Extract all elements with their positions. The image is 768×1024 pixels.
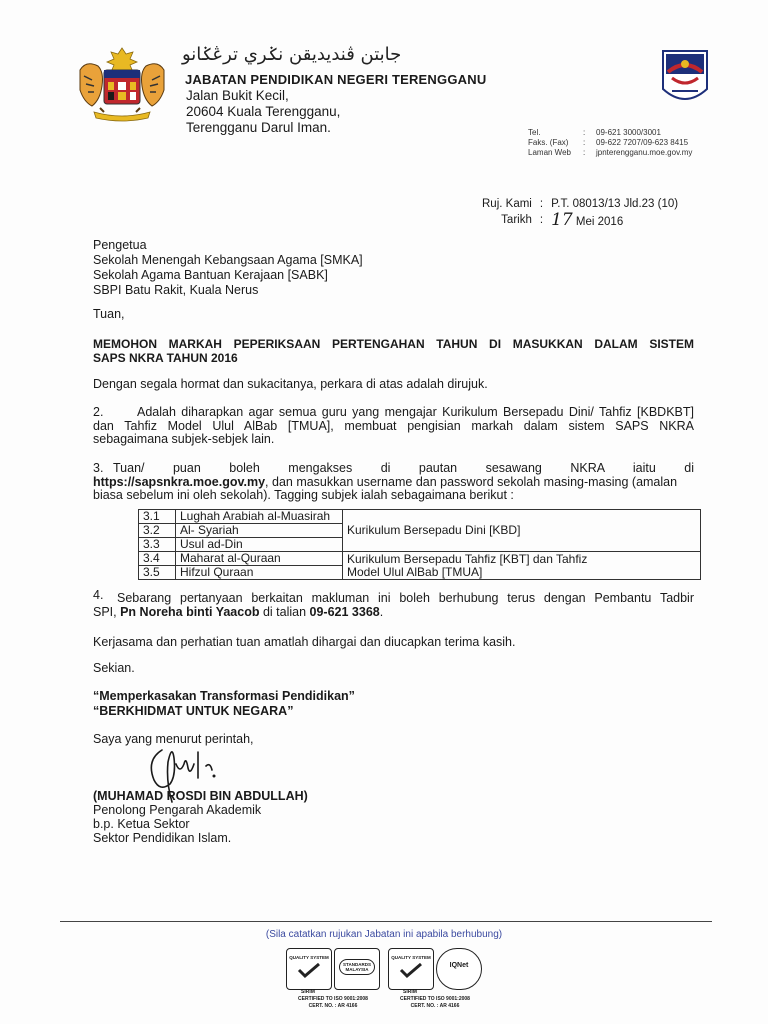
recipient-line: Pengetua — [93, 238, 147, 252]
date-value — [547, 210, 682, 230]
paragraph-text: di talian — [259, 604, 310, 619]
table-cell-no: 3.1 — [139, 510, 176, 524]
paragraph-number: 3. — [93, 461, 104, 475]
contact-phone: 09-621 3368 — [309, 604, 380, 619]
footer-note: (Sila catatkan rujukan Jabatan ini apabila berhubung) — [265, 929, 503, 940]
badge-text: QUALITY SYSTEM — [391, 955, 431, 960]
reference-row — [478, 198, 682, 210]
badge-text: QUALITY SYSTEM — [289, 955, 329, 960]
footer-divider — [60, 921, 712, 922]
paragraph-text: . — [379, 604, 384, 619]
sirim-label: SIRIM — [403, 989, 417, 995]
cert-line: CERT. NO. : AR 4166 — [308, 1003, 358, 1009]
table-cell-group — [343, 552, 701, 580]
paragraph-text: Tuan/ puan boleh mengakses di pautan sesawang NKRA iaitu di — [113, 461, 694, 475]
subject-line: SAPS NKRA TAHUN 2016 — [93, 350, 238, 365]
contact-value: 09-622 7207/09-623 8415 — [596, 138, 689, 147]
quality-system-badge — [286, 948, 332, 990]
date-label: Tarikh — [501, 214, 532, 226]
paragraph-2-line — [93, 406, 694, 420]
recipient-line: SBPI Batu Rakit, Kuala Nerus — [93, 283, 259, 297]
table-cell-no: 3.3 — [139, 538, 176, 552]
subject-line: MEMOHON MARKAH PEPERIKSAAN PERTENGAHAN TAHUN DI MASUKKAN DALAM SISTEM — [93, 337, 694, 351]
closing: Sekian. — [93, 661, 135, 675]
contact-row-web — [528, 148, 695, 158]
contact-label: Faks. (Fax) — [528, 138, 569, 147]
department-name: JABATAN PENDIDIKAN NEGERI TERENGGANU — [185, 72, 487, 87]
contact-person-name: Pn Noreha binti Yaacob — [120, 604, 260, 619]
badge-text: STANDARDS MALAYSIA — [339, 959, 375, 975]
badge-text: IQNet — [449, 962, 469, 969]
contact-value: jpnterengganu.moe.gov.my — [596, 148, 693, 157]
table-cell-no: 3.2 — [139, 524, 176, 538]
standards-malaysia-badge — [334, 948, 380, 990]
paragraph-3-line — [93, 476, 694, 490]
paragraph-4-line — [93, 606, 694, 620]
signatory-line: Sektor Pendidikan Islam. — [93, 831, 232, 845]
contact-sep: : — [583, 148, 586, 157]
quality-system-badge — [388, 948, 434, 990]
cert-line: CERT. NO. : AR 4166 — [410, 1003, 460, 1009]
ruj-value: P.T. 08013/13 Jld.23 (10) — [551, 198, 679, 210]
table-cell-subject: Hifzul Quraan — [176, 566, 343, 580]
group-line: Model Ulul AlBab [TMUA] — [347, 564, 483, 579]
handwritten-day: 17 — [551, 210, 573, 230]
paragraph-text: Sebarang pertanyaan berkaitan makluman ini boleh berhubung terus dengan Pembantu Tadbir — [117, 591, 694, 605]
table-cell-no: 3.5 — [139, 566, 176, 580]
jawi-department-title: جابتن ڤنديديقن نݢري ترڠݢانو — [182, 44, 402, 65]
ruj-sep: : — [539, 198, 544, 210]
paragraph-3-line — [93, 462, 694, 476]
subject-tagging-table — [138, 509, 701, 580]
recipient-block — [93, 238, 363, 298]
paragraph-2 — [93, 406, 694, 447]
paragraph-2-line: sebagaimana subjek-sebjek lain. — [93, 432, 275, 446]
signatory-title-block — [93, 803, 261, 845]
table-cell-subject: Lughah Arabiah al-Muasirah — [176, 510, 343, 524]
contact-table — [528, 128, 695, 158]
table-row — [139, 552, 701, 566]
motto-line-2: “BERKHIDMAT UNTUK NEGARA” — [93, 704, 294, 718]
subject-heading — [93, 338, 694, 365]
table-cell-subject: Usul ad-Din — [176, 538, 343, 552]
contact-label: Laman Web — [528, 148, 571, 157]
paragraph-3-line: biasa sebelum ini oleh sekolah). Tagging subjek ialah sebagaimana berikut : — [93, 488, 514, 502]
recipient-line: Sekolah Menengah Kebangsaan Agama [SMKA] — [93, 253, 363, 267]
contact-value: 09-621 3000/3001 — [596, 128, 661, 137]
paragraph-number: 2. — [93, 405, 104, 419]
signatory-name: (MUHAMAD ROSDI BIN ABDULLAH) — [93, 789, 308, 803]
group-line: Kurikulum Bersepadu Tahfiz [KBT] dan Tahfiz — [347, 551, 588, 566]
reference-block — [478, 198, 682, 230]
cert-line: CERTIFIED TO ISO 9001:2008 — [400, 996, 470, 1002]
paragraph-1: Dengan segala hormat dan sukacitanya, perkara di atas adalah dirujuk. — [93, 377, 488, 391]
signatory-line: Penolong Pengarah Akademik — [93, 803, 262, 817]
date-month-year: Mei 2016 — [575, 216, 624, 228]
department-badge-logo — [660, 48, 710, 108]
paragraph-text: , dan masukkan username dan password sekolah masing-masing (amalan — [265, 474, 678, 489]
table-cell-subject: Maharat al-Quraan — [176, 552, 343, 566]
ruj-label: Ruj. Kami — [482, 198, 532, 210]
signatory-line: b.p. Ketua Sektor — [93, 817, 190, 831]
address-line-2: 20604 Kuala Terengganu, — [186, 104, 341, 119]
paragraph-number: 4. — [93, 588, 104, 602]
check-mark-icon — [287, 960, 331, 982]
table-row — [139, 510, 701, 524]
contact-sep: : — [583, 138, 586, 147]
date-row — [478, 210, 682, 230]
motto-line-1: “Memperkasakan Transformasi Pendidikan” — [93, 689, 355, 703]
paragraph-text: Adalah diharapkan agar semua guru yang mengajar Kurikulum Bersepadu Dini/ Tahfiz [KBDKBT] — [137, 405, 694, 419]
table-cell-group: Kurikulum Bersepadu Dini [KBD] — [343, 510, 701, 552]
contact-sep: : — [583, 128, 586, 137]
paragraph-4 — [93, 588, 694, 619]
coat-of-arms-logo — [70, 42, 174, 122]
table-cell-subject: Al- Syariah — [176, 524, 343, 538]
recipient-line: Sekolah Agama Bantuan Kerajaan [SABK] — [93, 268, 328, 282]
contact-row-fax — [528, 138, 695, 148]
paragraph-2-line: dan Tahfiz Model Ulul AlBab [TMUA], membuat pengisian markah dalam sistem SAPS NKRA — [93, 418, 694, 433]
address-line-3: Terengganu Darul Iman. — [186, 120, 331, 135]
paragraph-5: Kerjasama dan perhatian tuan amatlah dihargai dan diucapkan terima kasih. — [93, 635, 516, 649]
nkra-link[interactable]: https://sapsnkra.moe.gov.my — [93, 474, 266, 489]
contact-row-tel — [528, 128, 695, 138]
iqnet-badge — [436, 948, 482, 990]
check-mark-icon — [389, 960, 433, 982]
paragraph-4-line — [93, 588, 694, 606]
contact-label: Tel. — [528, 128, 541, 137]
date-sep: : — [539, 214, 544, 226]
cert-line: CERTIFIED TO ISO 9001:2008 — [298, 996, 368, 1002]
table-cell-no: 3.4 — [139, 552, 176, 566]
salutation: Tuan, — [93, 307, 125, 321]
order-line: Saya yang menurut perintah, — [93, 732, 254, 746]
paragraph-text: SPI, — [93, 604, 121, 619]
paragraph-3 — [93, 462, 694, 503]
sirim-label: SIRIM — [301, 989, 315, 995]
address-line-1: Jalan Bukit Kecil, — [186, 88, 289, 103]
